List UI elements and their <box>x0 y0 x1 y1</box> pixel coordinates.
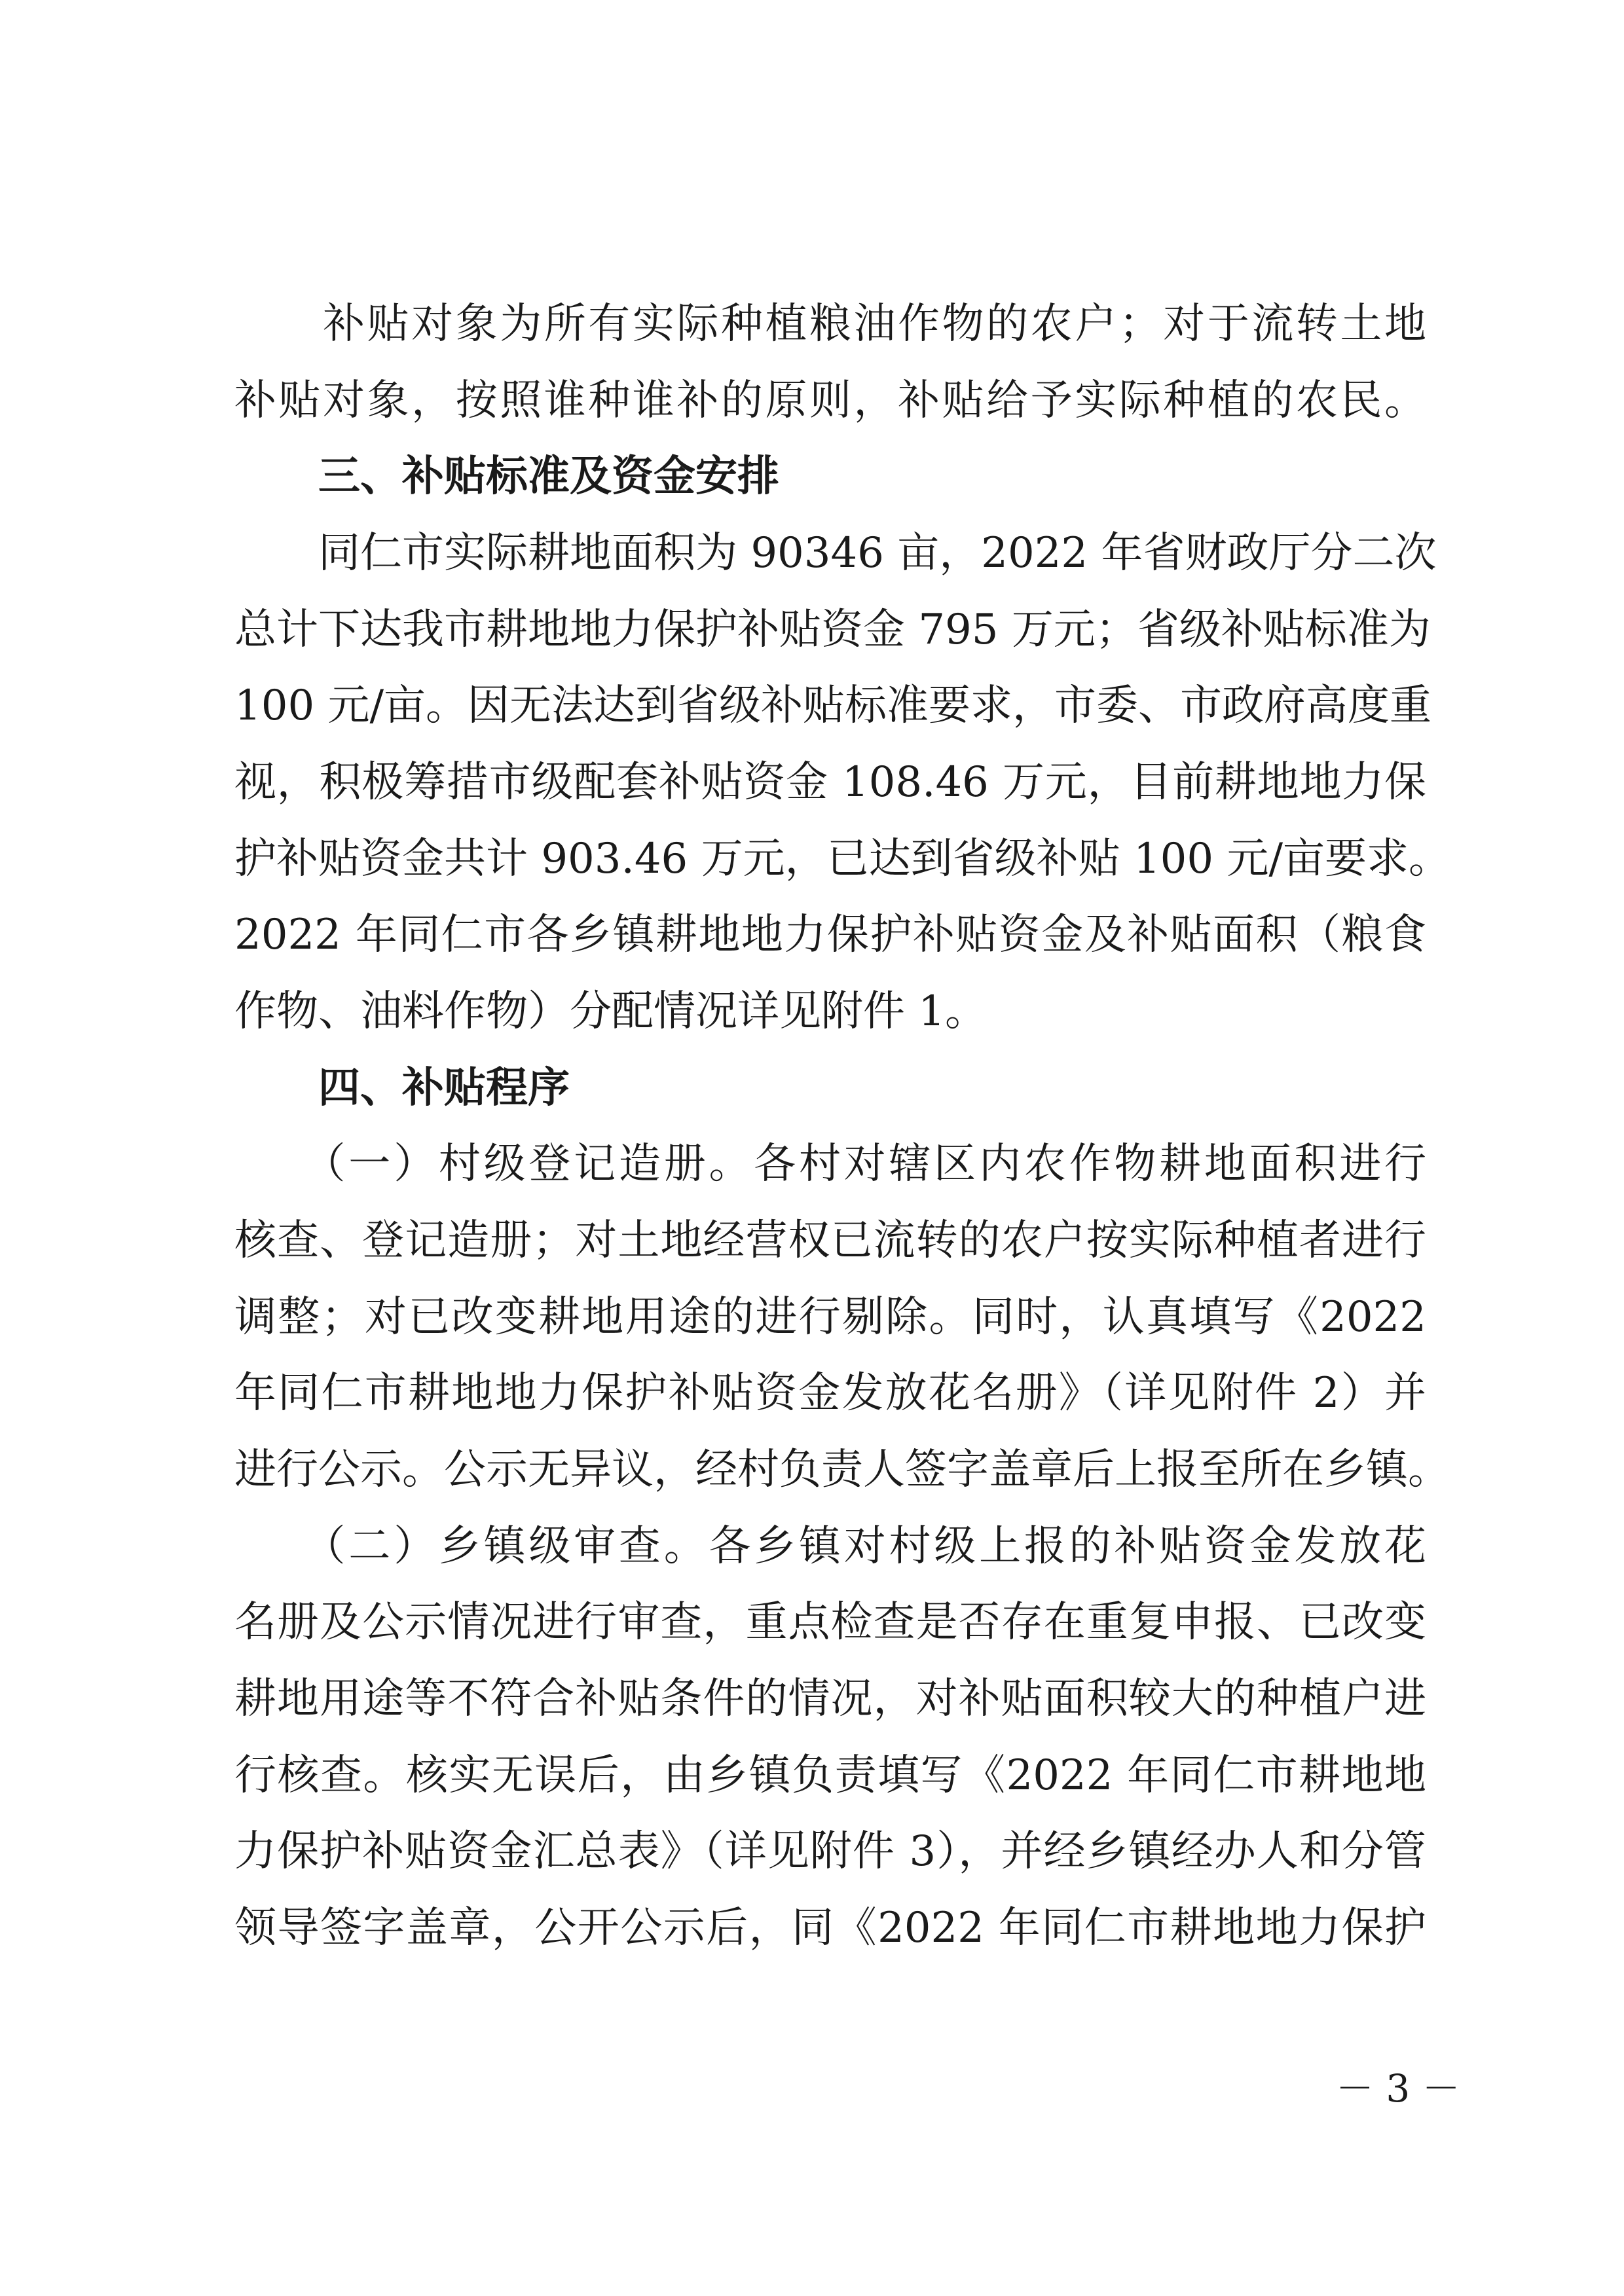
body-line: 补贴对象，按照谁种谁补的原则，补贴给予实际种植的农民。 <box>234 376 1426 425</box>
body-line: 2022 年同仁市各乡镇耕地地力保护补贴资金及补贴面积（粮食 <box>234 911 1426 959</box>
body-line: 调整；对已改变耕地用途的进行剔除。同时，认真填写《2022 <box>234 1293 1426 1341</box>
body-line: 视，积极筹措市级配套补贴资金 108.46 万元，目前耕地地力保 <box>234 758 1426 807</box>
body-line: 100 元/亩。因无法达到省级补贴标准要求，市委、市政府高度重 <box>234 682 1432 730</box>
body-line: 名册及公示情况进行审查，重点检查是否存在重复申报、已改变 <box>234 1598 1426 1647</box>
body-line: 同仁市实际耕地面积为 90346 亩，2022 年省财政厅分二次 <box>234 529 1437 577</box>
body-line: 领导签字盖章，公开公示后，同《2022 年同仁市耕地地力保护 <box>234 1904 1426 1952</box>
body-line: （二）乡镇级审查。各乡镇对村级上报的补贴资金发放花 <box>234 1522 1426 1571</box>
body-line: 作物、油料作物）分配情况详见附件 1。 <box>234 987 987 1036</box>
body-line: 行核查。核实无误后，由乡镇负责填写《2022 年同仁市耕地地 <box>234 1751 1426 1800</box>
body-line: 耕地用途等不符合补贴条件的情况，对补贴面积较大的种植户进 <box>234 1675 1426 1723</box>
body-line: 力保护补贴资金汇总表》（详见附件 3），并经乡镇经办人和分管 <box>234 1827 1426 1876</box>
section-heading: 四、补贴程序 <box>234 1064 570 1112</box>
body-line: 护补贴资金共计 903.46 万元，已达到省级补贴 100 元/亩要求。 <box>234 835 1451 883</box>
body-line: （一）村级登记造册。各村对辖区内农作物耕地面积进行 <box>234 1140 1426 1188</box>
body-line: 补贴对象为所有实际种植粮油作物的农户；对于流转土地 <box>234 300 1426 348</box>
page-number: － 3 － <box>1336 2066 1460 2111</box>
body-line: 总计下达我市耕地地力保护补贴资金 795 万元；省级补贴标准为 <box>234 606 1431 654</box>
body-line: 年同仁市耕地地力保护补贴资金发放花名册》（详见附件 2）并 <box>234 1369 1426 1417</box>
body-line: 进行公示。公示无异议，经村负责人签字盖章后上报至所在乡镇。 <box>234 1446 1450 1494</box>
body-line: 核查、登记造册；对土地经营权已流转的农户按实际种植者进行 <box>234 1216 1426 1265</box>
section-heading: 三、补贴标准及资金安排 <box>234 452 779 501</box>
